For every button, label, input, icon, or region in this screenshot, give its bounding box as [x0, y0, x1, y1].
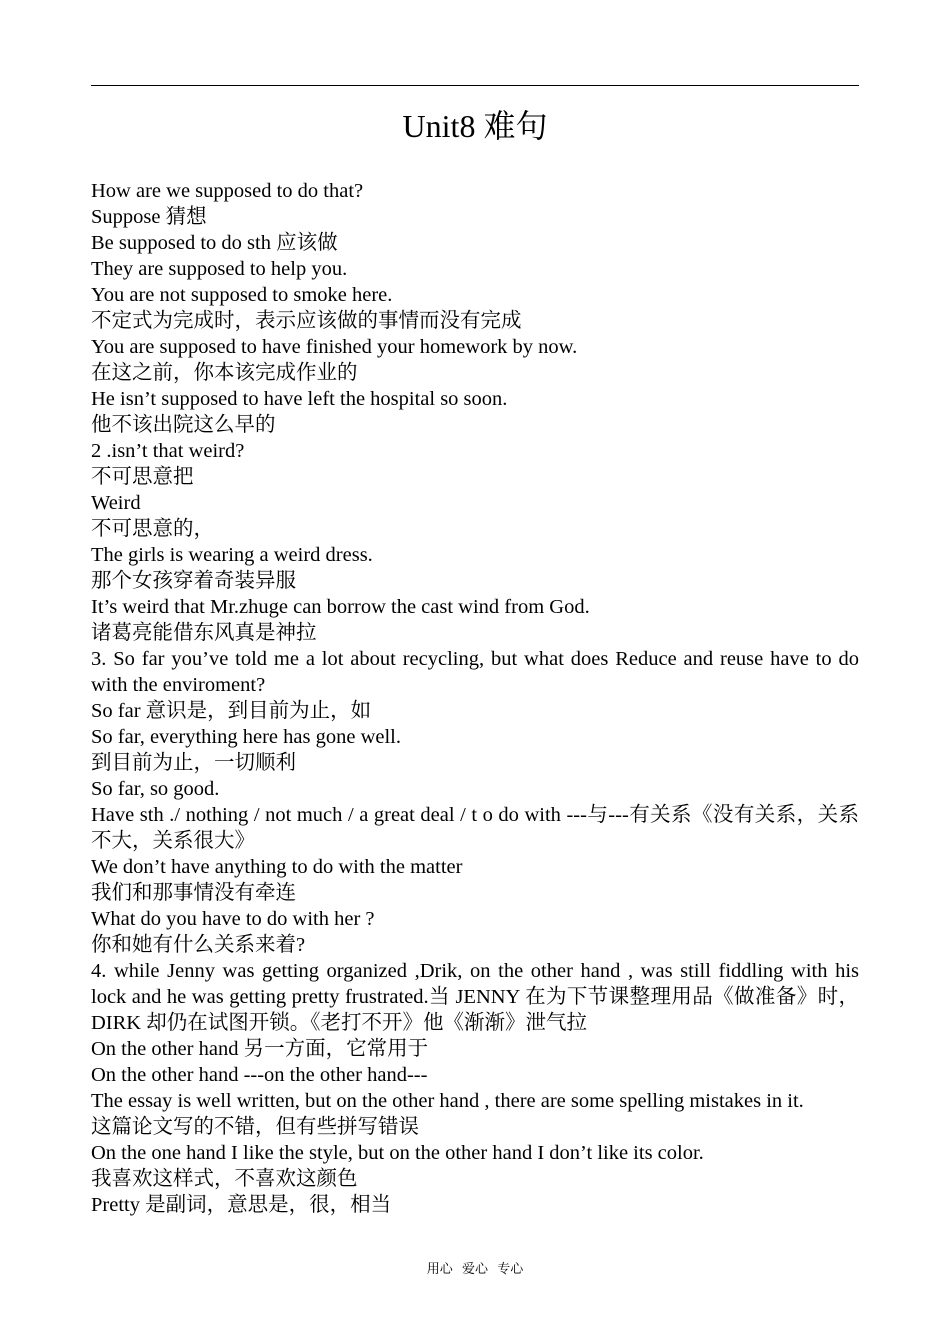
text-line: 不定式为完成时，表示应该做的事情而没有完成 — [91, 310, 522, 332]
text-line: 你和她有什么关系来着? — [91, 934, 306, 956]
text-line: They are supposed to help you. — [91, 258, 348, 280]
text-line: We don’t have anything to do with the matter — [91, 856, 463, 878]
header-rule — [91, 85, 859, 86]
text-line: It’s weird that Mr.zhuge can borrow the cast wind from God. — [91, 596, 590, 618]
text-line: 我喜欢这样式，不喜欢这颜色 — [91, 1168, 358, 1190]
text-line: Pretty 是副词，意思是，很，相当 — [91, 1194, 392, 1216]
text-line: On the one hand I like the style, but on the other hand I don’t like its color. — [91, 1142, 704, 1164]
text-line: 到目前为止，一切顺利 — [91, 752, 296, 774]
text-line: You are supposed to have finished your homework by now. — [91, 336, 578, 358]
text-line: So far 意识是，到目前为止，如 — [91, 700, 372, 722]
text-line: 那个女孩穿着奇装异服 — [91, 570, 296, 592]
page-footer: 用心 爱心 专心 — [426, 1261, 524, 1276]
text-line: The girls is wearing a weird dress. — [91, 544, 373, 566]
text-line: 我们和那事情没有牵连 — [91, 882, 296, 904]
text-paragraph: 3. So far you’ve told me a lot about recycling, but what does Reduce and reuse have to do with the enviroment? — [91, 648, 859, 696]
text-line: 在这之前，你本该完成作业的 — [91, 362, 358, 384]
text-line: 诸葛亮能借东风真是神拉 — [91, 622, 317, 644]
text-paragraph: 4. while Jenny was getting organized ,Drik, on the other hand , was still fiddling with his lock and he was getting pretty frustrated.当 JENNY 在为下节课整理用品《做准备》时，DIRK 却仍在试图开锁。《老打不开》他《渐渐》泄气拉 — [91, 960, 859, 1034]
text-paragraph: The essay is well written, but on the other hand , there are some spelling mistakes in it. — [91, 1090, 804, 1112]
text-line: He isn’t supposed to have left the hospital so soon. — [91, 388, 508, 410]
text-line: 不可思意把 — [91, 466, 194, 488]
text-line: So far, everything here has gone well. — [91, 726, 401, 748]
text-line: So far, so good. — [91, 778, 220, 800]
text-line: Be supposed to do sth 应该做 — [91, 232, 338, 254]
text-line: 不可思意的， — [91, 518, 214, 540]
text-line: 他不该出院这么早的 — [91, 414, 276, 436]
text-paragraph: Have sth ./ nothing / not much / a great deal / t o do with ---与---有关系《没有关系，关系不大，关系很大》 — [91, 804, 859, 852]
text-line: On the other hand 另一方面，它常用于 — [91, 1038, 429, 1060]
text-line: Weird — [91, 492, 141, 514]
page-title: Unit8 难句 — [402, 108, 548, 144]
text-line: Suppose 猜想 — [91, 206, 207, 228]
text-line: 2 .isn’t that weird? — [91, 440, 245, 462]
text-line: What do you have to do with her ? — [91, 908, 375, 930]
text-line: How are we supposed to do that? — [91, 180, 364, 202]
document-body — [91, 178, 859, 1218]
text-line: You are not supposed to smoke here. — [91, 284, 393, 306]
text-line: On the other hand ---on the other hand--- — [91, 1064, 428, 1086]
text-line: 这篇论文写的不错，但有些拼写错误 — [91, 1116, 419, 1138]
